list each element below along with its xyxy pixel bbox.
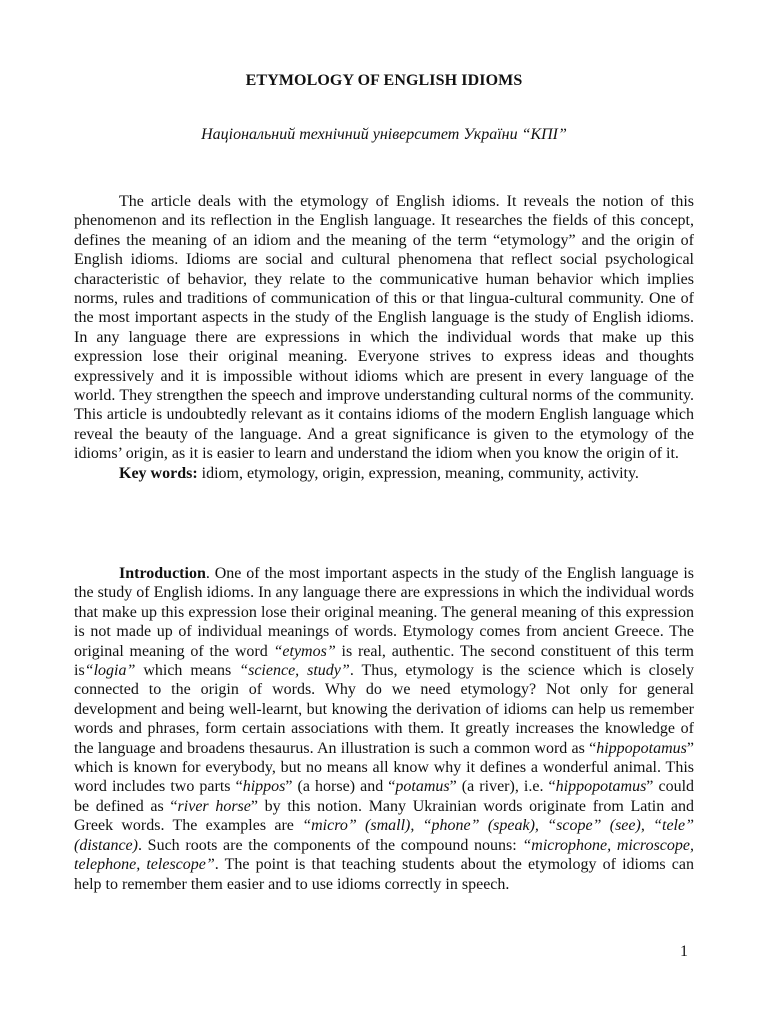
introduction-label: Introduction <box>119 565 206 582</box>
author-affiliation: Національний технічний університет України “КПІ” <box>201 126 567 143</box>
paper-title: ETYMOLOGY OF ENGLISH IDIOMS <box>245 72 523 89</box>
intro-text: ” (a horse) and “ <box>285 778 396 796</box>
page-number: 1 <box>680 943 688 960</box>
term-etymos: “etymos” <box>273 642 336 660</box>
introduction-paragraph <box>74 564 694 894</box>
intro-text: . One of the most important aspects in the study of the English language is the study of English idioms. In any language there are expressions in which the individual words that make up this expression lose their original meaning. The general meaning of this expression is not made up of individual meanings of words. Etymology comes from ancient Greece. The original meaning of the word <box>74 565 694 660</box>
intro-text: ” which is known for everybody, but no means all know why it defines a wonderful animal. This word includes two parts “ <box>74 739 694 796</box>
intro-text: which means <box>135 662 240 680</box>
intro-text: ” by this notion. Many Ukrainian words originate from Latin and Greek words. The examples are <box>74 797 695 835</box>
term-roots: “micro” (small), “phone” (speak), “scope” (see), “tele” (distance) <box>74 817 695 854</box>
intro-text: ” (a river), i.e. “ <box>449 778 556 796</box>
intro-text: . Thus, etymology is the science which is closely connected to the origin of words. Why do we need etymology? Not only for general development and being well-learnt, but knowing the derivation of idioms can help us remember words and phrases, form certain associations with them. It greatly increases the knowledge of the language and broadens thesaurus. An illustration is such a common word as “ <box>74 662 694 757</box>
keywords-label: Key words: <box>119 464 198 482</box>
intro-text: ” could be defined as “ <box>74 778 695 815</box>
introduction-section <box>74 564 694 894</box>
term-logia: “logia” <box>84 662 136 680</box>
term-potamus: potamus <box>395 778 450 796</box>
keywords-text: idiom, etymology, origin, expression, meaning, community, activity. <box>197 464 639 482</box>
term-hippopotamus: hippopotamus <box>555 778 647 796</box>
intro-text: . The point is that teaching students about the etymology of idioms can help to remember them easier and to use idioms correctly in speech. <box>74 856 695 893</box>
term-compounds: “microphone, microscope, telephone, telescope” <box>74 836 694 874</box>
term-river-horse: river horse <box>177 797 251 815</box>
abstract-paragraph: The article deals with the etymology of English idioms. It reveals the notion of this phenomenon and its reflection in the English language. It researches the fields of this concept, defines the meaning of an idiom and the meaning of the term “etymology” and the origin of English idioms. Idioms are social and cultural phenomena that reflect social psychological characteristic of behavior, they relate to the communicative human behavior which implies norms, rules and traditions of communication of this or that lingua-cultural community. One of the most important aspects in the study of the English language is the study of English idioms. In any language there are expressions in which the individual words that make up this expression lose their original meaning. Everyone strives to express ideas and thoughts expressively and it is impossible without idioms which are present in every language of the world. They strengthen the speech and improve understanding cultural norms of the community. This article is undoubtedly relevant as it contains idioms of the modern English language which reveal the beauty of the language. And a great significance is given to the etymology of the idioms’ origin, as it is easier to learn and understand the idiom when you know the origin of it. <box>74 193 694 463</box>
intro-text: is real, authentic. The second constituent of this term is <box>74 642 694 680</box>
term-science-study: “science, study” <box>239 662 350 680</box>
term-hippos: hippos <box>242 778 286 796</box>
abstract-section <box>74 192 694 483</box>
intro-text: . Such roots are the components of the compound nouns: <box>137 836 523 854</box>
term-hippopotamus: hippopotamus <box>596 739 687 757</box>
keywords-paragraph <box>74 464 694 483</box>
